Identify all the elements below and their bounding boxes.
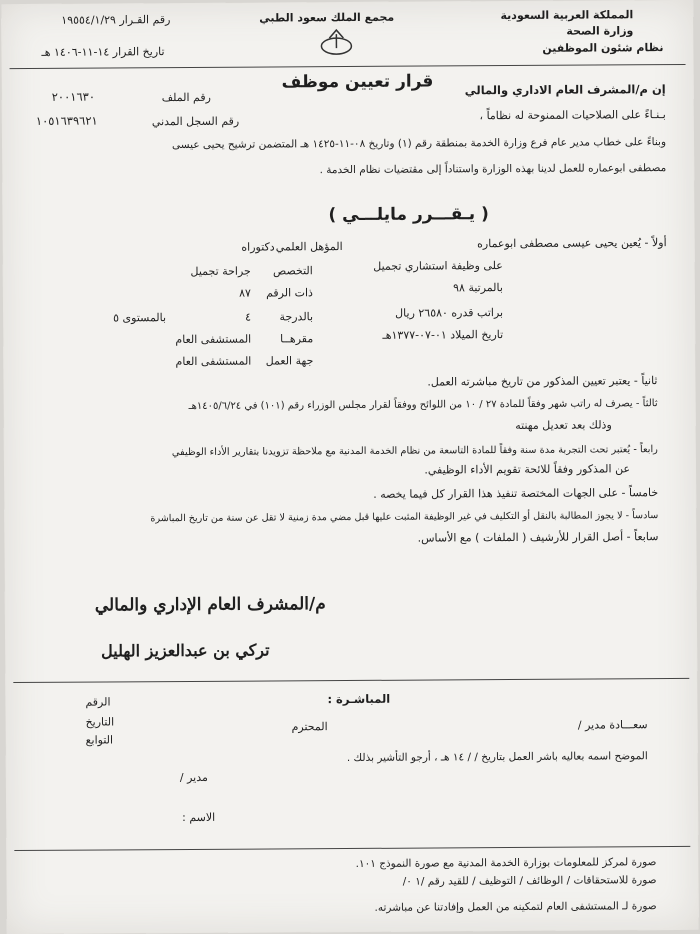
copies-divider <box>14 846 690 851</box>
commencement-director-sign: مدير / <box>179 770 208 785</box>
decides-heading: ( يـقـــرر مايلـــي ) <box>328 204 489 226</box>
copy-line-3: صورة لـ المستشفى العام لتمكينه من العمل وإفادتنا عن مباشرته. <box>374 900 657 914</box>
detail-label-number: ذات الرقم <box>266 286 313 300</box>
copy-line-1: صورة لمركز للمعلومات بوزارة الخدمة المدنية مع صورة النموذج ١٠١. <box>355 856 657 870</box>
commencement-divider <box>13 678 689 683</box>
civil-registry-value: ١٠٥١٦٣٩٦٢١ <box>35 113 98 128</box>
intro-line-1: إن م/المشرف العام الاداري والمالي <box>464 82 666 98</box>
first-clause-job: على وظيفة استشاري تجميل <box>373 259 503 273</box>
detail-label-specialty: التخصص <box>272 264 313 278</box>
detail-value-grade: ٤ <box>245 310 252 324</box>
intro-line-4: مصطفى ابوعماره للعمل لدينا بهذه الوزارة واستناداً إلى مقتضيات نظام الخدمة . <box>319 162 667 177</box>
decision-title: قرار تعيين موظف <box>281 71 434 93</box>
header-complex: مجمع الملك سعود الطبي <box>259 10 395 25</box>
detail-label-location: مقرهــا <box>280 332 314 346</box>
clause-seventh: سابعاً - أصل القرار للأرشيف ( الملفات ) مع الأساس. <box>417 530 659 545</box>
first-clause-salary: براتب قدره ٢٦٥٨٠ ريال <box>395 306 504 320</box>
detail-label-workplace: جهة العمل <box>265 354 314 368</box>
detail-level: بالمستوى ٥ <box>113 311 167 325</box>
commencement-name-label: الاسم : <box>182 810 216 825</box>
header-kingdom: المملكة العربية السعودية <box>500 8 634 23</box>
detail-value-specialty: جراحة تجميل <box>190 264 251 278</box>
copy-line-2: صورة للاستحقاقات / الوظائف / التوظيف / للقيد رقم /١ ٠/ <box>402 874 657 888</box>
detail-label-grade: بالدرجة <box>279 310 314 324</box>
clause-fourth-note: عن المذكور وفقاً للائحة تقويم الأداء الوظيفي. <box>424 462 631 477</box>
civil-registry-label: رقم السجل المدني <box>151 114 240 129</box>
clause-second: ثانياً - يعتبر تعيين المذكور من تاريخ مباشرته العمل. <box>427 374 658 389</box>
first-clause-dob: تاريخ الميلاد ٠١-٠٧-١٣٧٧هـ <box>382 328 504 342</box>
intro-line-3: وبناءً على خطاب مدير عام فرع وزارة الخدمة بمنطقة رقم (١) وتاريخ ٠٨-١١-١٤٢٥ هـ المتضمن ترشيح يحيى عيسى <box>171 136 667 152</box>
signature-name: تركي بن عبدالعزيز الهليل <box>101 640 270 661</box>
detail-value-location: المستشفى العام <box>175 332 252 347</box>
decision-number: رقم القـرار ١٩٥٥٤/١/٢٩ <box>61 13 171 27</box>
clause-fourth: رابعاً - يُعتبر تحت التجربة مدة سنة وفقاً للمادة التاسعة من نظام الخدمة المدنية مع ملاحظة تزويدنا بتقارير الأداء الوظيفي <box>171 444 658 459</box>
clause-third: ثالثاً - يصرف له راتب شهر وفقاً للمادة ٢٧ / ١٠ من اللوائح ووفقاً لقرار مجلس الوزراء رقم (١٠١) في ١٤٠٥/٦/٢٤هـ <box>188 398 658 412</box>
decision-date: تاريخ القرار ١٤-١١-١٤٠٦ هـ <box>41 45 165 59</box>
intro-line-2: بـنـاءً على الصلاحيات الممنوحة له نظاماً ، <box>479 108 666 123</box>
detail-value-qualification: دكتوراه <box>241 240 275 254</box>
ministry-logo-icon <box>319 26 353 58</box>
commencement-director-line: سعـــادة مدير / <box>577 718 648 732</box>
clause-third-note: وذلك بعد تعديل مهنته <box>515 418 612 432</box>
detail-value-number: ٨٧ <box>239 286 251 300</box>
header-system: نظام شئون الموظفين <box>542 41 664 55</box>
document-page <box>1 0 699 934</box>
clause-fifth: خامساً - على الجهات المختصة تنفيذ هذا القرار كل فيما يخصه . <box>373 486 659 501</box>
header-ministry: وزارة الصحة <box>566 24 634 38</box>
first-clause-name: أولاً - يُعين يحيى عيسى مصطفى ابوعماره <box>477 236 667 251</box>
commencement-date-label: التاريخ <box>85 715 115 729</box>
commencement-respected: المحترم <box>291 720 328 734</box>
detail-label-qualification: المؤهل العلمي <box>275 240 343 254</box>
commencement-attachments-label: التوابع <box>85 733 114 747</box>
header-divider <box>10 64 686 69</box>
commencement-title: المباشـرة : <box>327 691 391 707</box>
first-clause-rank: بالمرتبة ٩٨ <box>453 281 503 295</box>
file-number-label: رقم الملف <box>161 90 211 105</box>
detail-value-workplace: المستشفى العام <box>175 354 252 369</box>
file-number-value: ٢٠٠١٦٣٠ <box>51 89 96 104</box>
commencement-body: الموضح اسمه بعاليه باشر العمل بتاريخ / / ١٤ هـ ، أرجو التأشير بذلك . <box>346 750 648 765</box>
commencement-number-label: الرقم <box>85 695 111 709</box>
signature-title: م/المشرف العام الإداري والمالي <box>94 594 326 616</box>
clause-sixth: سادساً - لا يجوز المطالبة بالنقل أو التكليف في غير الوظيفة المثبت عليها قبل مضي مدة زمنية لا تقل عن سنة من تاريخ المباشرة <box>150 510 659 525</box>
